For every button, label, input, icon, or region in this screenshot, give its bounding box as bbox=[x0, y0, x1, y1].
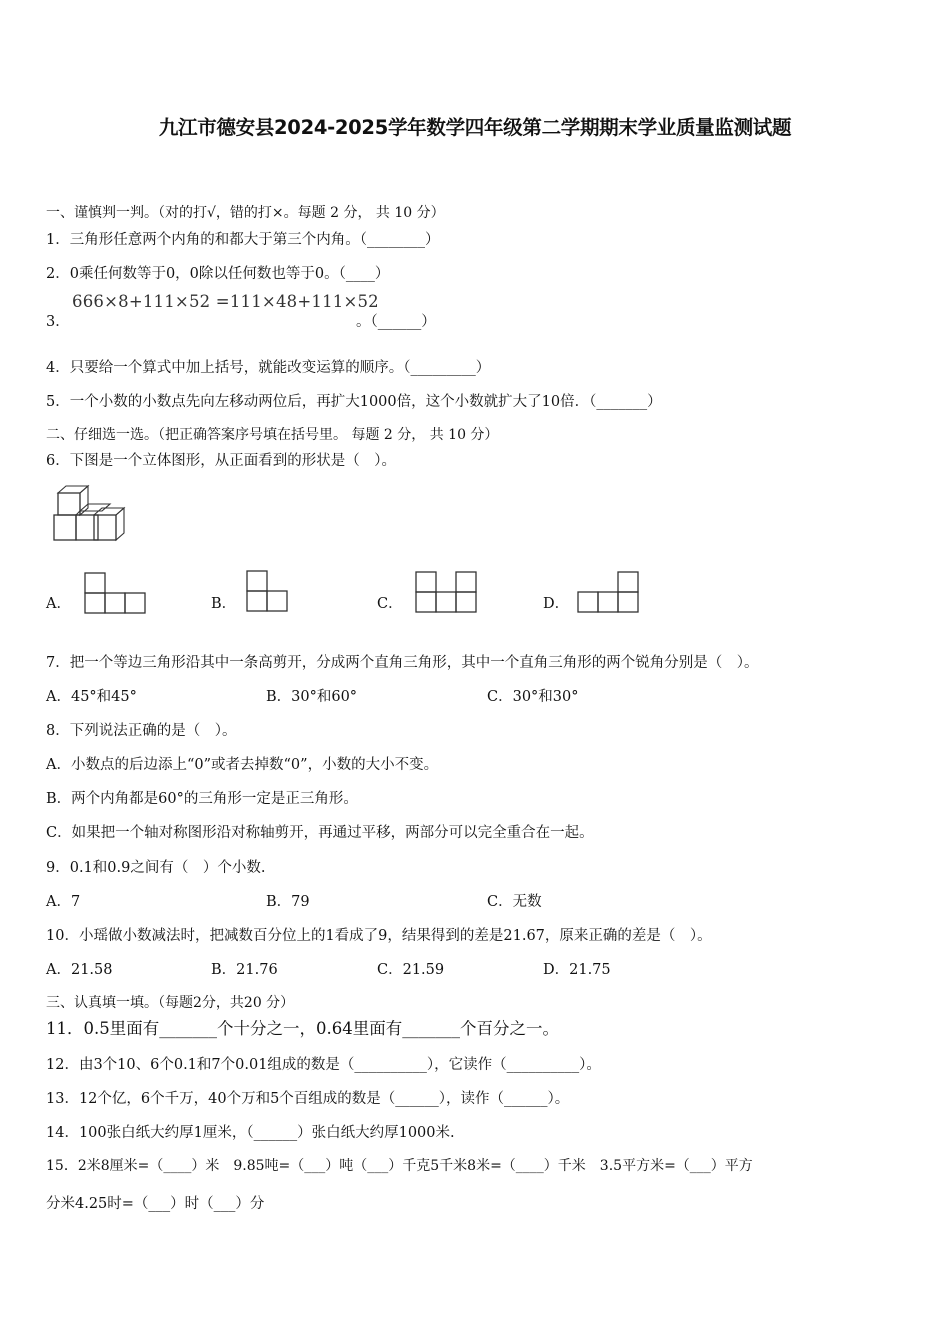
section1-heading: 一、谨慎判一判。（对的打√，错的打×。每题 2 分， 共 10 分） bbox=[46, 205, 445, 221]
q10-option-d: D．21.75 bbox=[543, 962, 611, 978]
q10-option-b: B．21.76 bbox=[211, 962, 278, 978]
question-12: 12．由3个10、6个0.1和7个0.01组成的数是（__________），它读作（__________）。 bbox=[46, 1057, 601, 1073]
q10-option-a: A．21.58 bbox=[46, 962, 113, 978]
q6-option-c-label: C． bbox=[377, 596, 403, 612]
question-3-formula: 666×8+111×52 =111×48+111×52 bbox=[72, 292, 379, 311]
question-1: 1．三角形任意两个内角的和都大于第三个内角。（________） bbox=[46, 232, 440, 248]
q6-option-b-label: B． bbox=[211, 596, 237, 612]
q6-option-a-figure bbox=[84, 572, 146, 614]
q7-option-c: C．30°和30° bbox=[487, 689, 579, 705]
q8-option-b: B．两个内角都是60°的三角形一定是正三角形。 bbox=[46, 791, 358, 807]
question-10: 10．小瑶做小数减法时，把减数百分位上的1看成了9，结果得到的差是21.67，原来正确的差是（ ）。 bbox=[46, 928, 712, 944]
q10-option-c: C．21.59 bbox=[377, 962, 445, 978]
question-13: 13．12个亿，6个千万，40个万和5个百组成的数是（______），读作（______）。 bbox=[46, 1091, 570, 1107]
question-5: 5．一个小数的小数点先向左移动两位后，再扩大1000倍，这个小数就扩大了10倍．（_______） bbox=[46, 394, 662, 410]
q6-option-b-figure bbox=[246, 570, 288, 612]
question-9: 9．0.1和0.9之间有（ ）个小数. bbox=[46, 860, 266, 876]
q6-option-d-label: D． bbox=[543, 596, 570, 612]
q9-option-c: C．无数 bbox=[487, 894, 542, 910]
question-4: 4．只要给一个算式中加上括号，就能改变运算的顺序。（_________） bbox=[46, 360, 491, 376]
question-8: 8．下列说法正确的是（ ）。 bbox=[46, 723, 237, 739]
section2-heading: 二、仔细选一选。（把正确答案序号填在括号里。 每题 2 分， 共 10 分） bbox=[46, 427, 499, 443]
section3-heading: 三、认真填一填。（每题2分，共20 分） bbox=[46, 995, 295, 1011]
question-3-number: 3． bbox=[46, 314, 70, 330]
question-6: 6．下图是一个立体图形，从正面看到的形状是（ ）。 bbox=[46, 453, 396, 469]
question-7: 7．把一个等边三角形沿其中一条高剪开，分成两个直角三角形，其中一个直角三角形的两个锐角分别是（ ）。 bbox=[46, 655, 759, 671]
question-15-line1: 15．2米8厘米=（____）米 9.85吨=（___）吨（___）千克5千米8米=（____）千米 3.5平方米=（___）平方 bbox=[46, 1158, 753, 1174]
q7-option-a: A．45°和45° bbox=[46, 689, 137, 705]
question-15-line2: 分米4.25时=（___）时（___）分 bbox=[46, 1196, 265, 1212]
q8-option-c: C．如果把一个轴对称图形沿对称轴剪开，再通过平移，两部分可以完全重合在一起。 bbox=[46, 825, 594, 841]
q7-option-b: B．30°和60° bbox=[266, 689, 358, 705]
q6-option-c-figure bbox=[415, 571, 477, 613]
question-11: 11．0.5里面有_______个十分之一，0.64里面有_______个百分之一。 bbox=[46, 1019, 559, 1038]
q9-option-b: B．79 bbox=[266, 894, 310, 910]
question-2: 2．0乘任何数等于0，0除以任何数也等于0。（____） bbox=[46, 266, 390, 282]
page-title: 九江市德安县2024-2025学年数学四年级第二学期期末学业质量监测试题 bbox=[158, 116, 792, 139]
question-14: 14．100张白纸大约厚1厘米，（______）张白纸大约厚1000米. bbox=[46, 1125, 455, 1141]
q9-option-a: A．7 bbox=[46, 894, 81, 910]
cube-stack-figure bbox=[50, 484, 132, 544]
cube-bottom-middle bbox=[76, 504, 110, 540]
q6-option-d-figure bbox=[577, 571, 639, 613]
q8-option-a: A．小数点的后边添上“0”或者去掉数“0”，小数的大小不变。 bbox=[46, 757, 439, 773]
question-3-blank: 。（______） bbox=[356, 314, 436, 330]
q6-option-a-label: A． bbox=[46, 596, 71, 612]
